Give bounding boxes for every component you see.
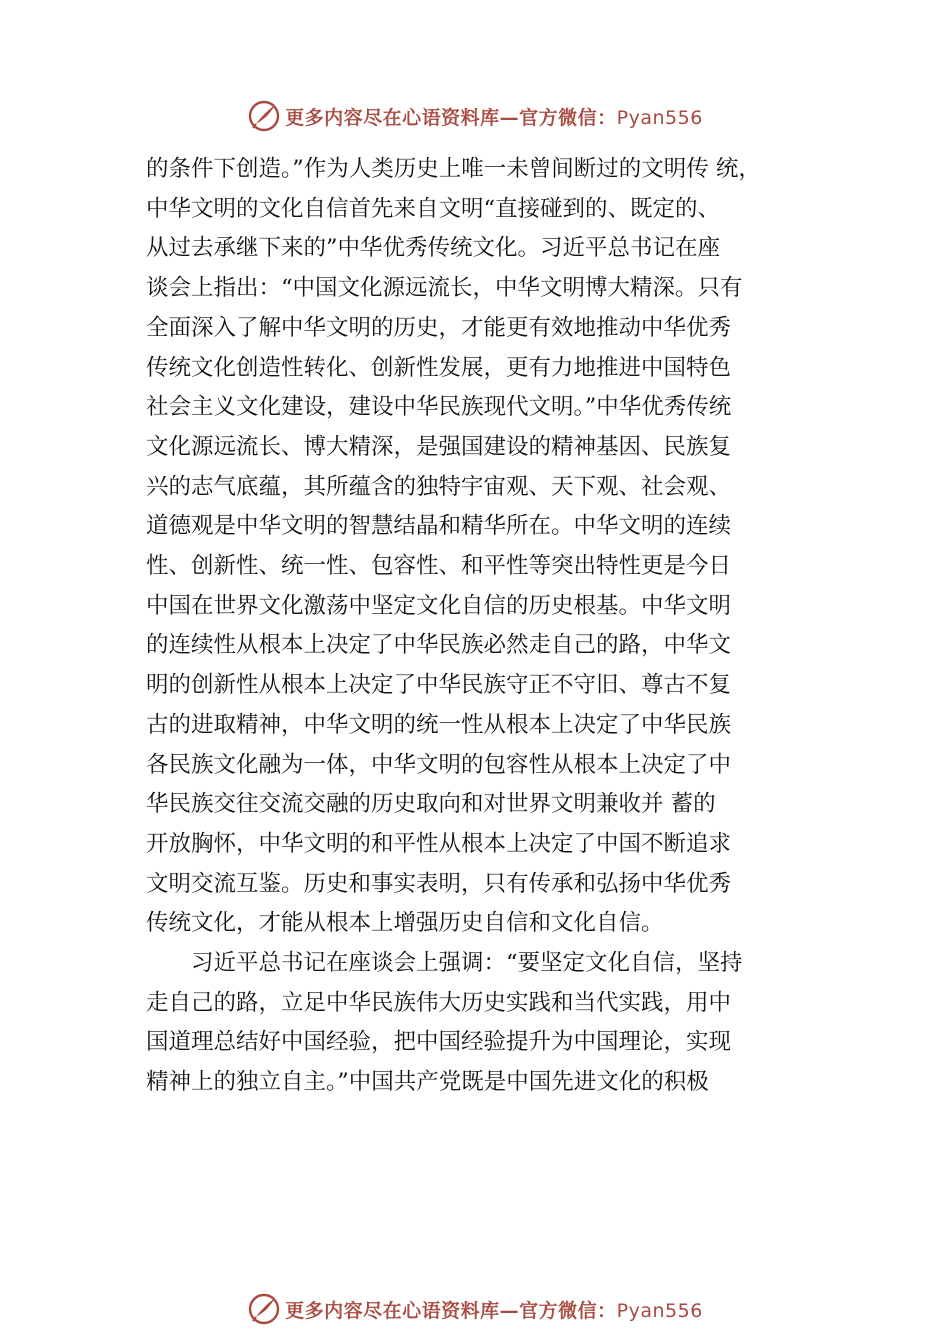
watermark-header [0,96,950,136]
text-line: 的条件下创造。”作为人类历史上唯一未曾间断过的文明传 统， [146,156,761,182]
text-line: 社会主义文化建设，建设中华民族现代文明。”中华优秀传统 [146,394,732,421]
quill-logo-icon [247,99,281,133]
paragraph-start-line: 习近平总书记在座谈会上强调：“要坚定文化自信，坚持 [146,950,743,977]
watermark-text [285,1296,703,1323]
text-line: 道德观是中华文明的智慧结晶和精华所在。中华文明的连续 [146,513,732,540]
text-line: 谈会上指出：“中国文化源远流长，中华文明博大精深。只有 [146,275,743,302]
document-body [146,150,836,1103]
text-line: 走自己的路，立足中华民族伟大历史实践和当代实践，用中 [146,989,732,1016]
text-line: 各民族文化融为一体，中华文明的包容性从根本上决定了中 [146,751,732,778]
text-line: 文明交流互鉴。历史和事实表明，只有传承和弘扬中华优秀 [146,870,732,897]
text-line: 的连续性从根本上决定了中华民族必然走自己的路，中华文 [146,632,732,659]
text-line: 古的进取精神，中华文明的统一性从根本上决定了中华民族 [146,711,732,738]
watermark-id: Pyan556 [616,106,703,129]
watermark-label: 更多内容尽在心语资料库—官方微信： [285,106,617,129]
watermark-label: 更多内容尽在心语资料库—官方微信： [285,1299,617,1322]
watermark-text [285,103,703,130]
text-line: 文化源远流长、博大精深，是强国建设的精神基因、民族复 [146,433,732,460]
text-line: 传统文化创造性转化、创新性发展，更有力地推进中国特色 [146,354,732,381]
text-line: 明的创新性从根本上决定了中华民族守正不守旧、尊古不复 [146,672,732,699]
watermark-id: Pyan556 [616,1299,703,1322]
text-line: 中华文明的文化自信首先来自文明“直接碰到的、既定的、 [146,195,721,222]
text-line: 兴的志气底蕴，其所蕴含的独特宇宙观、天下观、社会观、 [146,473,732,500]
watermark-footer [0,1289,950,1329]
quill-logo-icon [247,1292,281,1326]
text-line: 华民族交往交流交融的历史取向和对世界文明兼收并 蓄的 [146,791,716,818]
text-line: 中国在世界文化激荡中坚定文化自信的历史根基。中华文明 [146,592,732,619]
text-line: 开放胸怀，中华文明的和平性从根本上决定了中国不断追求 [146,830,732,857]
text-line: 国道理总结好中国经验，把中国经验提升为中国理论，实现 [146,1029,732,1056]
text-line: 从过去承继下来的”中华优秀传统文化。习近平总书记在座 [146,235,721,262]
text-line: 精神上的独立自主。”中国共产党既是中国先进文化的积极 [146,1069,709,1096]
text-line: 全面深入了解中华文明的历史，才能更有效地推动中华优秀 [146,314,732,341]
text-line: 性、创新性、统一性、包容性、和平性等突出特性更是今日 [146,553,732,580]
text-line: 传统文化，才能从根本上增强历史自信和文化自信。 [146,910,664,937]
